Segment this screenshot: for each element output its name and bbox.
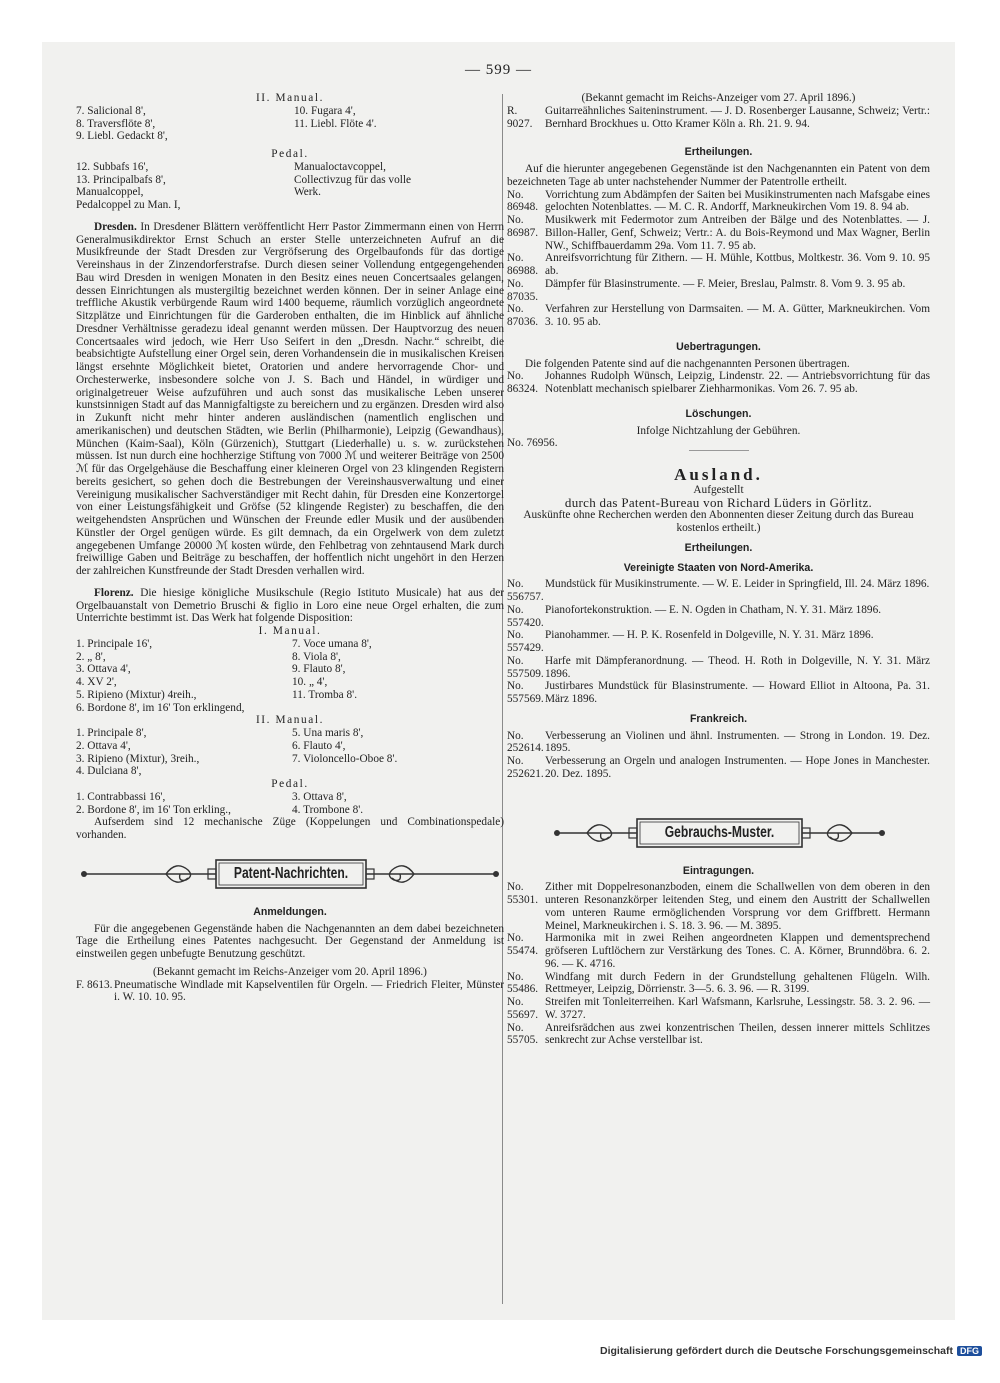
stop-item: 1. Principale 16', (76, 637, 153, 650)
fl-manual-2-stops (76, 727, 504, 778)
announcement-note: (Bekannt gemacht im Reichs-Anzeiger vom 20. April 1896.) (153, 965, 427, 978)
patent-entry (507, 370, 930, 396)
entry-text: Guitarreähnliches Saiteninstrument. — J. D. Rosenberger Lausanne, Schweiz; Vertr.: Bernhard Brockhues u. Otto Kramer Köln a. Rh. 21. 9. 94. (545, 104, 930, 130)
usa-heading: Vereinigte Staaten von Nord-Amerika. (623, 561, 814, 574)
stops-right (292, 727, 504, 778)
stop-item: 7. Voce umana 8', (292, 637, 372, 650)
bureau-line: durch das Patent-Bureau von Richard Lüders in Görlitz. (564, 494, 873, 510)
stop-item: 2. „ 8', (76, 650, 106, 663)
stops-left (76, 105, 286, 143)
manual-2-stops (76, 105, 504, 143)
stop-item: 12. Subbafs 16', (76, 160, 149, 173)
loeschungen-text: Infolge Nichtzahlung der Gebühren. (636, 424, 801, 437)
entry-number: No. 252621. (507, 755, 544, 780)
fl-manual-1-heading: I. Manual. (258, 625, 322, 637)
entry-number: No. 86948. (507, 188, 539, 214)
patent-entry (507, 214, 930, 252)
stop-item: 1. Contrabbassi 16', (76, 790, 166, 803)
scanned-page (42, 42, 955, 1320)
article-body: Die hiesige königliche Musikschule (Regio Istituto Musicale) hat aus der Orgelbauanstalt von Demetrio Bruschi & figlio in Loro eine neue Orgel erhalten, die zum Unterrichte bestimmt ist. Das Werk hat folgende Disposition: (76, 586, 504, 625)
patent-entry (507, 730, 930, 756)
stop-item: 3. Ripieno (Mixtur), 3reih., (76, 752, 200, 765)
stop-item: 10. „ 4', (292, 676, 328, 688)
announcement-note: (Bekannt gemacht im Reichs-Anzeiger vom 27. April 1896.) (581, 92, 856, 104)
entry-text: Mundstück für Musikinstrumente. — W. E. Leider in Springfield, Ill. 24. März 1896. (545, 578, 930, 591)
patent-entry (507, 680, 930, 706)
entry-text: Anreifsrädchen aus zwei konzentrischen Theilen, dessen innerer mittels Schlitzes senkrecht zur Achse verstellbar ist. (545, 1021, 930, 1047)
entry-number: No. 55705. (507, 1021, 539, 1047)
right-column (507, 92, 930, 1047)
entry-number: No. 55474. (507, 932, 539, 957)
stop-item: 4. Dulciana 8', (76, 765, 142, 778)
manual-2-heading: II. Manual. (255, 92, 325, 104)
ausland-heading: Ausland. (674, 465, 763, 484)
entry-text: Zither mit Doppelresonanzboden, einem die Schallwellen von dem oberen in den unteren Resonanzkörper leitenden Steg, und einem den Austritt der Schallwellen vom unteren Raume ermöglichenden Vorsprung vor dem Griffbrett. Hermann Meinel, Markneukirchen i. S. 18. 3. 96. — M. 3895. (545, 881, 930, 932)
entry-text: Musikwerk mit Federmotor zum Antreiben der Bälge und des Notenblattes. — J. Billon-Haller, Genf, Schweiz; Vertr.: A. du Bois-Reymond und Max Wagner, Berlin NW., Schiffbauerdamm 29a. Vom 11. 7. 95 ab. (545, 214, 930, 252)
uebertragungen-text: Die folgenden Patente sind auf die nachgenannten Personen übertragen. (525, 357, 850, 370)
patent-entry (507, 189, 930, 215)
stop-item: 8. Viola 8', (292, 650, 341, 663)
eintragungen-list (507, 881, 930, 1047)
entry-text: Verfahren zur Herstellung von Darmsaiten. — M. A. Gütter, Markneukirchen. Vom 3. 10. 95 ab. (545, 303, 930, 328)
fl-extra: Aufserdem sind 12 mechanische Züge (Koppelungen und Combinationspedale) vorhanden. (76, 816, 504, 841)
entry-text: Dämpfer für Blasinstrumente. — F. Meier, Breslau, Palmstr. 8. Vom 9. 3. 95 ab. (545, 277, 906, 290)
pedal-heading: Pedal. (271, 148, 309, 160)
patent-entry (507, 971, 930, 997)
stop-item: 1. Principale 8', (76, 727, 147, 739)
stop-item: 2. Bordone 8', im 16' Ton erkling., (76, 803, 231, 816)
entry-text: Pneumatische Windlade mit Kapselventilen für Orgeln. — Friedrich Fleiter, Münster i. W. 10. 10. 95. (114, 978, 504, 1004)
patent-entry (507, 1022, 930, 1048)
stop-item: 9. Liebl. Gedackt 8', (76, 130, 168, 143)
dfg-logo: DFG (957, 1346, 982, 1356)
stop-item: 7. Salicional 8', (76, 104, 146, 117)
frankreich-heading: Frankreich. (689, 712, 748, 725)
entry-number: No. 557429. (507, 629, 544, 654)
entry-text: Pianohammer. — H. P. K. Rosenfeld in Dolgeville, N. Y. 31. März 1896. (545, 629, 874, 642)
entry-number: No. 557420. (507, 603, 544, 629)
patent-entry (507, 252, 930, 278)
stop-item: 5. Una maris 8', (292, 727, 364, 739)
entry-text: Anreifsvorrichtung für Zithern. — H. Mühle, Kottbus, Moltkestr. 36. Vom 9. 10. 95 ab. (545, 252, 930, 277)
section-divider (689, 450, 749, 451)
pedal-stops (76, 161, 504, 212)
entry-number: No. 252614. (507, 729, 544, 755)
entry-text: Johannes Rudolph Wünsch, Leipzig, Lindenstr. 22. — Antriebsvorrichtung für das Notenblatt mechanisch spielbarer Ziehharmonikas. Vom 26. 7. 95 ab. (545, 370, 930, 395)
stop-item: 6. Bordone 8', im 16' Ton erklingend, (76, 701, 245, 714)
patent-entry (507, 578, 930, 604)
ertheilungen-heading: Ertheilungen. (684, 146, 753, 159)
footer-text: Digitalisierung gefördert durch die Deutsche Forschungsgemeinschaft (600, 1345, 953, 1357)
entry-text: Verbesserung an Violinen und ähnl. Instrumenten. — Strong in London. 19. Dez. 1895. (545, 729, 930, 755)
entry-text: Pianofortekonstruktion. — E. N. Ogden in Chatham, N. Y. 31. März 1896. (545, 603, 882, 616)
banner-label: Patent-Nachrichten. (233, 864, 349, 882)
entry-number: No. 86987. (507, 214, 539, 239)
patent-entry (507, 303, 930, 329)
entry-number: No. 55301. (507, 881, 539, 906)
stop-item: 6. Flauto 4', (292, 739, 346, 752)
left-column (76, 92, 504, 1004)
entry-number: No. 557569. (507, 680, 544, 705)
entry-text: Harmonika mit in zwei Reihen angeordneten Klappen und dementsprechend gröfseren Luftlöchern zur Verstärkung des Tones. C. A. Körner, Brunndöbra. 6. 2. 96. — K. 4716. (545, 932, 930, 970)
fl-pedal-stops (76, 791, 504, 817)
entry-text: Windfang mit durch Federn in der Grundstellung gehaltenen Flügeln. Wilh. Rettmeyer, Leipzig, Dörrienstr. 3—5. 6. 3. 96. — R. 3199. (545, 970, 930, 996)
stop-item: 11. Tromba 8'. (292, 688, 358, 701)
stop-item: 7. Violoncello-Oboe 8'. (292, 752, 398, 765)
stops-right (292, 638, 504, 715)
anmeldungen-heading: Anmeldungen. (253, 905, 327, 918)
stop-item: Manualcoppel, (76, 186, 144, 199)
entry-number: No. 87035. (507, 277, 539, 303)
patent-entry (507, 655, 930, 681)
loeschung-number: No. 76956. (507, 437, 558, 450)
uebertragungen-heading: Uebertragungen. (676, 340, 761, 353)
ausland-ertheilungen-heading: Ertheilungen. (684, 541, 753, 554)
entry-text: Streifen mit Tonleiterreihen. Karl Wafsmann, Karlsruhe, Lessingstr. 58. 3. 2. 96. — W. 3727. (545, 996, 930, 1021)
stop-item: Manualoctavcoppel, (294, 160, 386, 173)
eintragungen-heading: Eintragungen. (682, 864, 755, 877)
patent-entry (76, 979, 504, 1005)
entry-text: Vorrichtung zum Abdämpfen der Saiten bei Musikinstrumenten nach Mafsgabe eines gelochten Notenblattes. — M. C. R. Andorff, Markneukirchen Vom 19. 8. 94 ab. (545, 188, 930, 214)
patent-entry (507, 881, 930, 932)
ertheilungen-list (507, 189, 930, 329)
dresden-article (76, 221, 504, 578)
frankreich-list (507, 730, 930, 781)
entry-text: Justirbares Mundstück für Blasinstrumente. — Howard Elliot in Altoona, Pa. 31. März 1896. (545, 680, 930, 705)
patent-banner (76, 852, 504, 896)
stop-item: 13. Principalbafs 8', (76, 173, 166, 186)
patent-entry (507, 278, 930, 304)
page-number: — 599 — (465, 62, 532, 78)
entry-number: F. 8613. (76, 978, 113, 991)
article-lead: Florenz. (94, 586, 134, 599)
entry-number: No. 87036. (507, 303, 539, 328)
entry-number: No. 55697. (507, 996, 539, 1021)
stop-item: 8. Traversflöte 8', (76, 117, 156, 130)
patent-entry (507, 604, 930, 630)
auskuenfte: Auskünfte ohne Recherchen werden den Abonnenten dieser Zeitung durch das Bureau kostenlos ertheilt.) (523, 509, 914, 534)
fl-manual-1-stops (76, 638, 504, 715)
stop-item: Collectivzug für das volle (294, 173, 412, 186)
stops-left (76, 638, 286, 715)
article-lead: Dresden. (94, 220, 137, 233)
article-body: In Dresdener Blättern veröffentlicht Herr Pastor Zimmermann einen von Herrn Generalmusikdirektor Ernst Schuch an erster Stelle unterzeichneten Aufruf an die Musikfreunde der Stadt Dresden zur Vergröfserung des Orgelbaufonds für das dortige Vereinshaus in der Zinzendorferstrafse. Durch diesen seiner Vollendung entgegengehenden Bau wird Dresden in wenigen Monaten in den Besitz eines neuen Concertsaales gelangen, dessen Einrichtungen als mustergiltig bezeichnet werden können. Der in seiner Anlage eine treffliche Akustik verbürgende Raum wird 1400 bequeme, räumlich vorzüglich angeordnete Sitzplätze und Einrichtungen für die Garderoben enthalten, die im Hinblick auf ähnliche Dresdner Verhältnisse geradezu ideal genannt werden müssen. Der Hauptvorzug des neuen Concertsaales wird jedoch, wie Herr Uso Seifert in den „Dresdn. Nachr.“ schreibt, die beabsichtigte Aufstellung einer Orgel sein, deren Vorhandensein die in musikalischen Kreisen längst ersehnte Möglichkeit bietet, Oratorien und andere hervorragende Chor- und Orchesterwerke, insbesondere solche von J. S. Bach und Händel, in würdiger und originalgetreuer Weise aufzuführen und auch sonst das musikalische Leben unserer kunstsinnigen Stadt auf das Mannigfaltigste zu bereichern und zu ergänzen. Dresden wird also in Zukunft nicht mehr hinter anderen ausländischen (namentlich englischen und amerikanischen) und deutschen Städten, wie Berlin (Philharmonie), Leipzig (Gewandhaus), München (Kaim-Saal), Köln (Gürzenich), Stuttgart (Liederhalle) u. s. w. zurückstehen müssen. Ist nun durch eine hochherzige Stiftung von 7000 ℳ und weiterer Beiträge von 2500 ℳ für das Orgelgehäuse die Beschaffung einer kleineren Orgel von 23 klingenden Registern bereits gesichert, so gehen doch die Bestrebungen der Vereinshausverwaltung und einer Vereinigung musikalischer Sachverständiger mit Recht dahin, für Dresden eine Konzertorgel von einer Leistungsfähigkeit und Gröfse (52 klingende Register) zu beschaffen, die den weitgehendsten Ansprüchen und Wünschen der Freunde edler Musik und der ausübenden Künstler der Orgel genügen würde. Es gilt demnach, da ein Orgelwerk von dem zuletzt angegebenen Umfange 20000 ℳ kosten würde, den Fehlbetrag von zehntausend Mark durch freiwillige Gaben und Beiträge zu beschaffen, der hoffentlich nicht ungehört in den Herzen der zahlreichen Kunstfreunde der Stadt Dresden verhallen wird. (76, 220, 504, 577)
stops-right (294, 105, 504, 143)
loeschungen-heading: Löschungen. (685, 407, 752, 420)
entry-number: No. 86988. (507, 252, 539, 277)
stops-left (76, 161, 286, 212)
stop-item: Werk. (294, 186, 322, 199)
entry-text: Verbesserung an Orgeln und analogen Instrumenten. — Hope Jones in Manchester. 20. Dez. 1895. (545, 755, 930, 780)
stop-item: Pedalcoppel zu Man. I, (76, 199, 181, 211)
patent-entry (507, 996, 930, 1022)
stop-item: 9. Flauto 8', (292, 663, 346, 676)
entry-number: R. 9027. (507, 104, 533, 130)
stop-item: 2. Ottava 4', (76, 739, 131, 752)
patent-entry (507, 932, 930, 970)
patent-entry (507, 105, 930, 131)
stop-item: 5. Ripieno (Mixtur) 4reih., (76, 688, 197, 701)
stops-right (292, 791, 504, 817)
fl-manual-2-heading: II. Manual. (255, 714, 325, 727)
stops-left (76, 727, 286, 778)
entry-number: No. 55486. (507, 970, 539, 996)
stop-item: 3. Ottava 8', (292, 790, 347, 803)
entry-number: No. 556757. (507, 578, 544, 603)
anmeldungen-text: Für die angegebenen Gegenstände haben die Nachgenannten an dem dabei bezeichneten Tage die Ertheilung eines Patentes nachgesucht. Der Gegenstand der Anmeldung ist einstweilen gegen unbefugte Benutzung geschützt. (76, 922, 504, 960)
banner-label: Gebrauchs-Muster. (664, 823, 775, 841)
entry-number: No. 557509. (507, 654, 544, 680)
usa-list (507, 578, 930, 706)
footer-credit (600, 1345, 982, 1357)
stop-item: 10. Fugara 4', (294, 104, 356, 117)
stops-left (76, 791, 286, 817)
entry-number: No. 86324. (507, 370, 539, 395)
gebrauchsmuster-banner (507, 811, 930, 855)
stop-item: 11. Liebl. Flöte 4'. (294, 117, 377, 130)
stop-item: 3. Ottava 4', (76, 663, 131, 676)
stop-item: 4. XV 2', (76, 676, 117, 688)
fl-pedal-heading: Pedal. (271, 778, 309, 790)
ertheilungen-text: Auf die hierunter angegebenen Gegenstände ist den Nachgenannten ein Patent von dem bezeichneten Tage ab unter nachstehender Nummer der Patentrolle ertheilt. (507, 163, 930, 188)
stop-item: 4. Trombone 8'. (292, 803, 364, 816)
entry-text: Harfe mit Dämpferanordnung. — Theod. H. Roth in Dolgeville, N. Y. 31. März 1896. (545, 654, 930, 680)
stops-right (294, 161, 504, 212)
patent-entry (507, 629, 930, 655)
aufgestellt: Aufgestellt (693, 483, 744, 496)
patent-entry (507, 755, 930, 781)
florenz-article (76, 587, 504, 625)
